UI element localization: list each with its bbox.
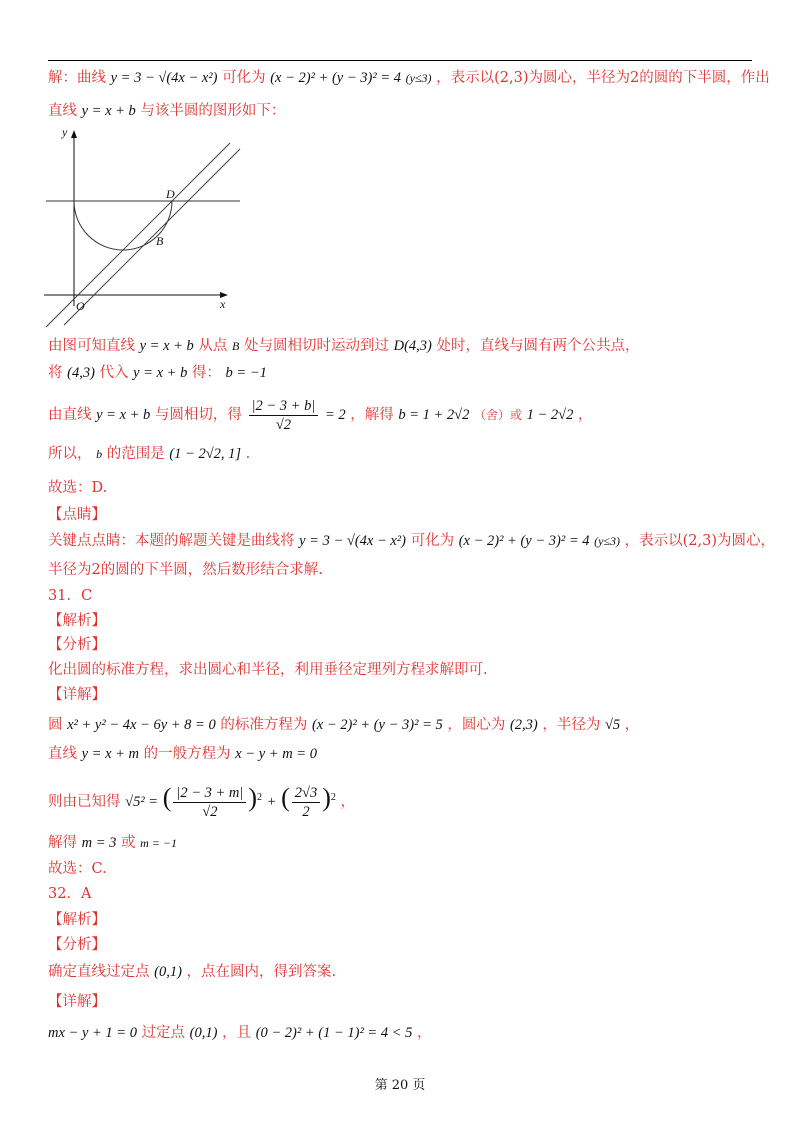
math: b = −1 (225, 365, 267, 381)
math: √5² = (125, 794, 159, 810)
point-d-label: D (166, 187, 175, 201)
text: 直线 (48, 746, 77, 762)
axis-label-x: x (220, 297, 226, 311)
math: y = 3 − √(4x − x²) (110, 70, 218, 86)
q31-jiexi: 【解析】 (48, 613, 106, 629)
text: 可化为 (410, 533, 455, 549)
text: 过定点 (141, 1025, 186, 1041)
q31-xiangjie: 【详解】 (48, 687, 106, 703)
text: 与该半圆的图形如下： (140, 103, 286, 119)
text: 所以， (48, 446, 92, 462)
math: (x − 2)² + (y − 3)² = 4 (458, 533, 590, 549)
q32-fenxi: 【分析】 (48, 937, 106, 953)
math: y = 3 − √(4x − x²) (299, 533, 406, 549)
text: ， (577, 407, 593, 423)
text: . (245, 446, 251, 462)
text: 或 (120, 835, 136, 851)
denominator: 2 (302, 803, 310, 820)
point-b-label: B (156, 234, 164, 248)
text: 的一般方程为 (143, 746, 231, 762)
y-axis-arrow (71, 130, 77, 138)
page-footer: 第 20 页 (374, 1078, 426, 1093)
text: 将 (48, 365, 63, 381)
math: (2,3) (509, 717, 538, 733)
q31-analysis: 化出圆的标准方程，求出圆心和半径，利用垂径定理列方程求解即可. (48, 662, 488, 678)
math: (0 − 2)² + (1 − 1)² = 4 < 5 (255, 1025, 413, 1041)
q32-jiexi: 【解析】 (48, 912, 106, 928)
sol-line-2 (48, 101, 285, 121)
paren-close: ) (322, 783, 331, 812)
text: 得： (191, 365, 221, 381)
numerator: |2 − 3 + m| (173, 784, 246, 803)
text: ， (624, 717, 640, 733)
sol-line-6 (48, 444, 250, 464)
text: ，解得 (350, 407, 394, 423)
math: (x − 2)² + (y − 3)² = 4 (270, 70, 401, 86)
axis-label-y: y (62, 125, 68, 139)
q32-analysis (48, 962, 336, 982)
text: 的范围是 (106, 446, 165, 462)
math: (y≤3) (405, 71, 432, 85)
text: 由直线 (48, 407, 92, 423)
text: ， (416, 1025, 432, 1041)
text: 直线 (48, 103, 77, 119)
text: 处时，直线与圆有两个公共点， (436, 338, 640, 354)
math: (0,1) (189, 1025, 218, 1041)
q31-choice: 故选：C. (48, 861, 107, 877)
text: 解：曲线 (48, 70, 106, 86)
q31-line-4 (48, 833, 177, 853)
text: 则由已知得 (48, 794, 121, 810)
text: 确定直线过定点 (48, 964, 150, 980)
text: 解得 (48, 835, 77, 851)
math: m = 3 (81, 835, 117, 851)
text: 处与圆相切时运动到过 (243, 338, 389, 354)
text: 圆 (48, 717, 63, 733)
comment-title: 【点睛】 (48, 507, 106, 523)
paren-open: ( (162, 783, 172, 812)
comment-line-1 (48, 531, 775, 551)
text: 从点 (198, 338, 228, 354)
paren-close: ) (248, 783, 258, 812)
exponent: 2 (257, 792, 263, 804)
math: y = x + b (96, 407, 151, 423)
text: ，表示以(2,3)为圆心，半径为2的圆的下半圆，作出 (436, 70, 770, 86)
math: √5 (604, 717, 621, 733)
math: B (232, 339, 240, 353)
text: ，表示以(2,3)为圆心， (624, 533, 775, 549)
text: 关键点点睛：本题的解题关键是曲线将 (48, 533, 295, 549)
semicircle-figure (44, 124, 244, 330)
math: y = x + b (81, 103, 136, 119)
choice-30: 故选：D. (48, 480, 108, 496)
text: 由图可知直线 (48, 338, 135, 354)
sol-line-3 (48, 336, 639, 356)
math: y = x + b (139, 338, 194, 354)
math: 1 − 2√2 (526, 407, 574, 423)
sol-line-1 (48, 68, 770, 88)
text: ，点在圆内，得到答案. (186, 964, 337, 980)
math: x² + y² − 4x − 6y + 8 = 0 (67, 717, 216, 733)
q31-line-1 (48, 715, 639, 735)
paren-open: ( (281, 783, 290, 812)
q32-detail (48, 1023, 431, 1043)
fraction (249, 397, 319, 434)
math: b (96, 447, 103, 461)
math: y = x + b (133, 365, 188, 381)
text: ，半径为 (542, 717, 601, 733)
math: (y≤3) (594, 534, 620, 548)
text: 与圆相切，得 (154, 407, 242, 423)
q32-xiangjie: 【详解】 (48, 994, 106, 1010)
q31-line-2 (48, 744, 317, 764)
q31-number: 31．C (48, 588, 93, 604)
math: (0,1) (154, 964, 182, 980)
text: 的标准方程为 (220, 717, 308, 733)
fraction-1 (173, 784, 246, 821)
comment-line-2: 半径为2的圆的下半圆，然后数形结合求解. (48, 562, 323, 578)
text: （舍）或 (473, 408, 522, 422)
text: ，且 (222, 1025, 252, 1041)
exponent: 2 (330, 792, 336, 804)
numerator: |2 − 3 + b| (249, 397, 319, 416)
text: ，圆心为 (447, 717, 506, 733)
math: = 2 (324, 407, 346, 423)
text: 代入 (99, 365, 129, 381)
q32-number: 32．A (48, 886, 92, 902)
sol-line-5 (48, 396, 592, 434)
numerator: 2√3 (292, 784, 320, 803)
top-rule (48, 60, 752, 61)
text: ， (340, 794, 355, 810)
math: D(4,3) (393, 338, 432, 354)
math: y = x + m (81, 746, 140, 762)
sol-line-4 (48, 363, 267, 383)
denominator: √2 (275, 416, 292, 433)
math: (4,3) (67, 365, 95, 381)
math: (1 − 2√2, 1] (169, 446, 242, 462)
denominator: √2 (202, 803, 218, 820)
text: 可化为 (222, 70, 266, 86)
math: x − y + m = 0 (235, 746, 317, 762)
q31-line-3 (48, 776, 355, 824)
math: m = −1 (140, 836, 177, 850)
math: + (266, 794, 277, 810)
fraction-2 (292, 784, 320, 821)
math: mx − y + 1 = 0 (48, 1025, 137, 1041)
math: (x − 2)² + (y − 3)² = 5 (311, 717, 443, 733)
origin-label: O (76, 299, 85, 313)
math: b = 1 + 2√2 (398, 407, 470, 423)
q31-fenxi: 【分析】 (48, 637, 106, 653)
